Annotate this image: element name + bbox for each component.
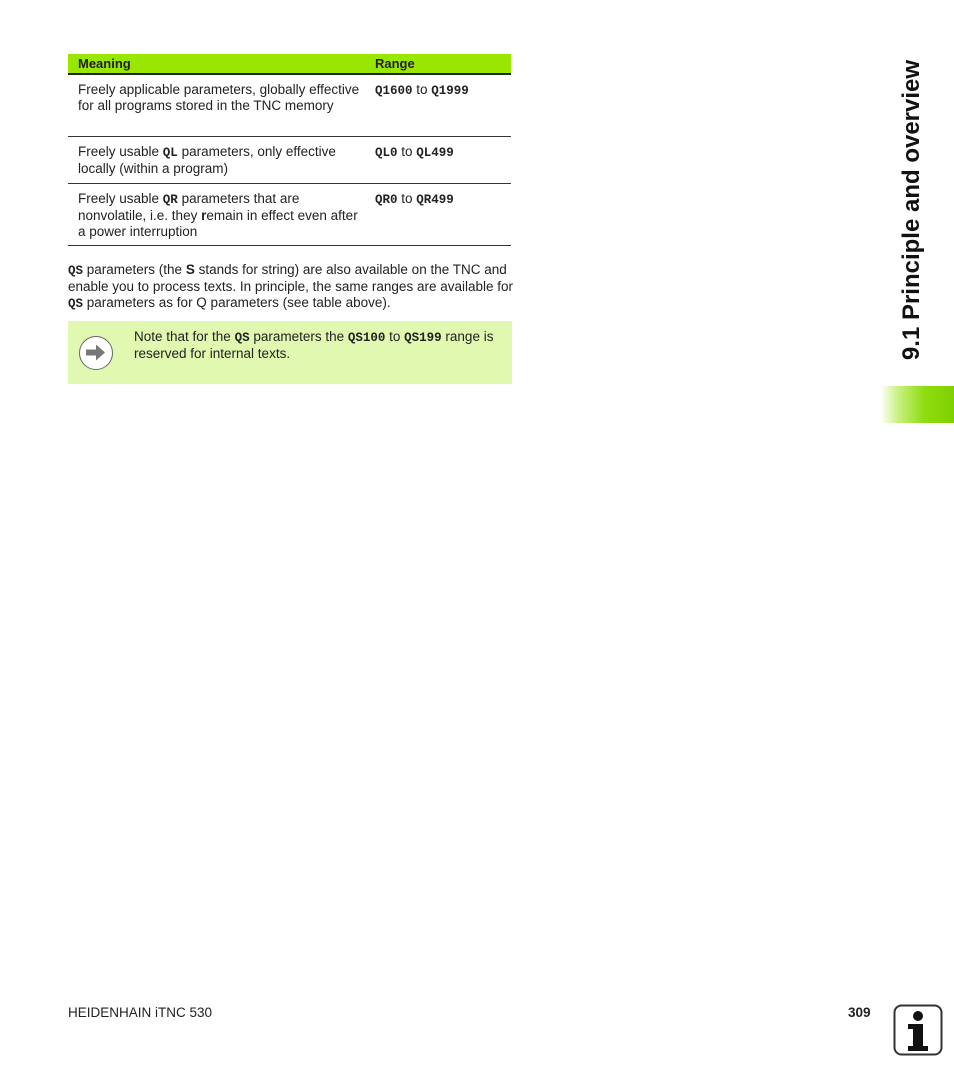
table-row [68, 75, 511, 137]
cell-meaning: Freely applicable parameters, globally effective for all programs stored in the TNC memory [78, 82, 360, 113]
cell-meaning: Freely usable QL parameters, only effective locally (within a program) [78, 144, 336, 176]
note-text: Note that for the QS parameters the QS100 to QS199 range is reserved for internal texts. [134, 329, 494, 361]
cell-range: QL0 to QL499 [375, 144, 454, 160]
section-title: 9.1 Principle and overview [898, 59, 925, 361]
parameter-table [68, 54, 511, 246]
side-tab-marker [880, 386, 954, 423]
page-number: 309 [848, 1005, 871, 1020]
cell-range: Q1600 to Q1999 [375, 82, 469, 98]
table-row [68, 184, 511, 246]
info-icon [893, 1004, 943, 1056]
note-box [68, 321, 512, 384]
table-row [68, 137, 511, 184]
table-header [68, 54, 511, 75]
footer-manual-name: HEIDENHAIN iTNC 530 [68, 1005, 213, 1020]
header-range: Range [375, 55, 415, 71]
header-meaning: Meaning [78, 55, 131, 71]
qs-paragraph: QS parameters (the S stands for string) are also available on the TNC and enable you to process texts. In principle, the same ranges are available for QS parameters as for Q parameters (see table above). [68, 262, 513, 311]
cell-meaning: Freely usable QR parameters that are nonvolatile, i.e. they remain in effect even after a power interruption [78, 191, 358, 239]
arrow-right-icon [79, 336, 113, 370]
side-section-title [892, 40, 932, 380]
cell-range: QR0 to QR499 [375, 191, 454, 207]
